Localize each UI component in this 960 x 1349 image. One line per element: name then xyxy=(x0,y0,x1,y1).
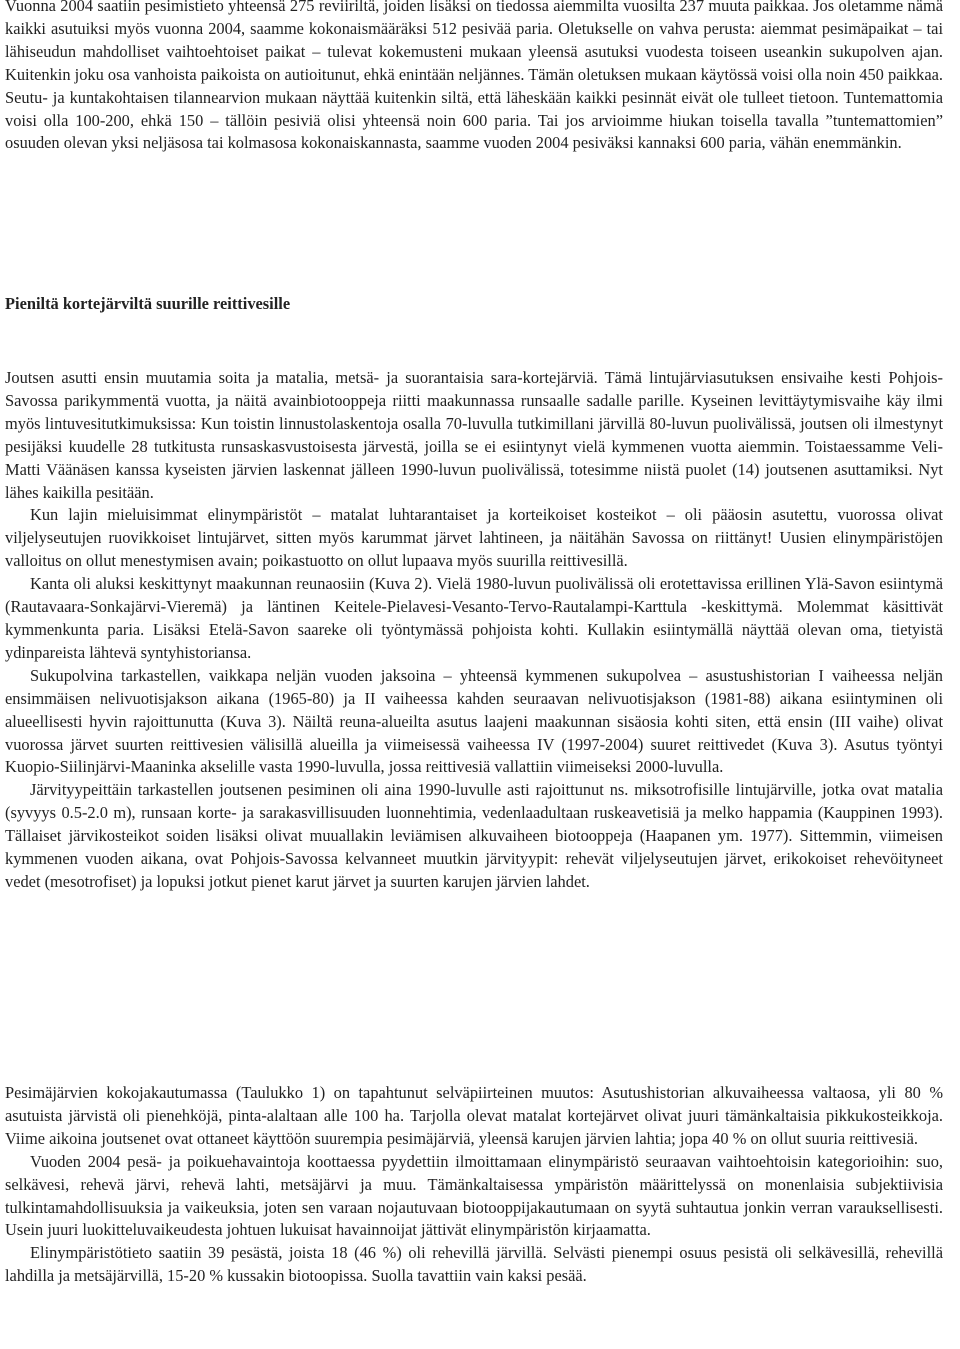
paragraph-3: Kanta oli aluksi keskittynyt maakunnan reunaosiin (Kuva 2). Vielä 1980-luvun puolivälissä oli erotettavissa erillinen Ylä-Savon esiintymä (Rautavaara-Sonkajärvi-Vieremä) ja läntinen Keitele-Pielavesi-Vesanto-Tervo-Rautalampi-Karttula -keskittymä. Molemmat käsittivät kymmenkunta paria. Lisäksi Etelä-Savon saareke oli työntymässä pohjoista kohti. Kullakin esiintymällä näyttää olevan oma, tietyistä ydinpareista lähtevä syntyhistoriansa. xyxy=(5,574,943,662)
paragraph-4: Sukupolvina tarkastellen, vaikkapa neljän vuoden jaksoina – yhteensä kymmenen sukupolvea – asustushistorian I vaiheessa neljän ensimmäisen nelivuotisjakson aikana (1965-80) ja II vaiheessa kahden seuraavan nelivuotisjakson (1981-88) aikana esiintyminen oli alueellisesti hyvin rajoittunutta (Kuva 3). Näiltä reuna-alueilta asutus laajeni maakunnan sisäosia kohti siten, että ensin (III vaihe) olivat vuorossa järvet suurten reittivesien välisillä alueilla ja viimeisessä vaiheessa IV (1997-2004) suuret reittivedet (Kuva 3). Asutus työntyi Kuopio-Siilinjärvi-Maaninka akselille vasta 1990-luvulla, jossa reittivesiä vallattiin viimeiseksi 2000-luvulla. xyxy=(5,665,943,777)
paragraph-7: Vuoden 2004 pesä- ja poikuehavaintoja koottaessa pyydettiin ilmoittamaan elinympäristö seuraavan vaihtoehtoisin kategorioihin: suo, selkävesi, rehevä järvi, rehevä lahti, metsäjärvi ja muu. Tämänkaltaisessa ympäristön määrittelyssä on monenlaisia subjektiivisia tulkintamahdollisuuksia ja vaikeuksia, joten sen varaan nojautuvaan biotooppijakautumaan on syytä suhtautua jonkin verran varauksellisesti. Usein juuri luokitteluvaikeudesta johtuen lukuisat havainnoijat jättivät elinympäristön kirjaamatta. xyxy=(5,1151,943,1240)
section-heading: Pieniltä kortejärviltä suurille reittivesille xyxy=(5,294,291,313)
section-heading-block xyxy=(5,293,943,315)
top-section xyxy=(5,0,943,155)
paragraph-5: Järvityypeittäin tarkastellen joutsenen pesiminen oli aina 1990-luvulle asti rajoittunut ns. miksotrofisille lintujärville, jotka ovat matalia (syvyys 0.5-2.0 m), runsaan korte- ja sarakasvillisuuden luonnehtimia, vedenlaadultaan ruskeavetisiä ja melko happamia (Kauppinen 1993). Tällaiset järvikosteikot soiden lisäksi olivat muuallakin leviämisen alkuvaiheen biotooppeja (Haapanen ym. 1977). Sittemmin, viimeisen kymmenen vuoden aikana, ovat Pohjois-Savossa kelvanneet muutkin järvityypit: rehevät viljelyseutujen järvet, erikokoiset rehevöityneet vedet (mesotrofiset) ja lopuksi jotkut pienet karut järvet ja suurten karujen järvien lahdet. xyxy=(5,780,943,891)
paragraph-1: Joutsen asutti ensin muutamia soita ja matalia, metsä- ja suorantaisia sara-kortejärviä. Tämä lintujärviasutuksen ensivaihe kesti Pohjois-Savossa parikymmentä vuotta, ja näitä avainbiotooppeja riitti maakunnassa runsaalle sadalle parille. Kyseinen levittäytymisvaihe käy ilmi myös lintuvesitutkimuksissa: Kun toistin linnustolaskentoja osalla 70-luvulla tutkimillani järvillä 80-luvun puolivälissä, joutsen oli ilmestynyt pesijäksi kuudelle 28 tutkitusta runsaskasvustoisesta järvestä, joilla se ei esiintynyt vielä kymmenen vuotta aiemmin. Toistaessamme Veli-Matti Väänäsen kanssa kyseisten järvien laskennat jälleen 1990-luvun puolivälissä, totesimme niistä puolet (14) joutsenen asuttamiksi. Nyt lähes kaikilla pesitään. xyxy=(5,368,943,502)
intro-paragraph: Vuonna 2004 saatiin pesimistieto yhteensä 275 reviiriltä, joiden lisäksi on tiedossa aiemmilta vuosilta 237 muuta paikkaa. Jos oletamme nämä kaikki asutuiksi myös vuonna 2004, saamme kokonaismääräksi 512 pesivää paria. Oletukselle on vahva perusta: aiemmat pesimäpaikat – tai lähiseudun mahdolliset vaihtoehtoiset paikat – tulevat kokemusteni mukaan yleensä asutuksi vuodesta toiseen useankin sukupolven ajan. Kuitenkin joku osa vanhoista paikoista on autioitunut, ehkä enintään neljännes. Tämän oletuksen mukaan käytössä voisi olla noin 450 paikkaa. Seutu- ja kuntakohtaisen tilannearvion mukaan näyttää kuitenkin siltä, että läheskään kaikki pesinnät eivät ole tulleet tietoon. Tuntemattomia voisi olla 100-200, ehkä 150 – tällöin pesiviä olisi yhteensä noin 600 paria. Tai jos arvioimme hiukan toisella tavalla ”tuntemattomien” osuuden olevan yksi neljäsosa tai kolmasosa kokonaiskannasta, saamme vuoden 2004 pesiväksi kannaksi 600 paria, vähän enemmänkin. xyxy=(5,0,943,153)
bottom-section xyxy=(5,1082,943,1288)
paragraph-8: Elinympäristötieto saatiin 39 pesästä, joista 18 (46 %) oli rehevillä järvillä. Selvästi pienempi osuus pesistä oli selkävesillä, rehevillä lahdilla ja metsäjärvillä, 15-20 % kussakin biotoopissa. Suolla tavattiin vain kaksi pesää. xyxy=(5,1243,943,1286)
paragraph-2: Kun lajin mieluisimmat elinympäristöt – matalat luhtarantaiset ja korteikoiset kosteikot – oli pääosin asutettu, vuorossa olivat viljelyseutujen ruovikkoiset lintujärvet, sitten myös karummat järvet lahtineen, ja näitähän Savossa on riittänyt! Uusien elinympäristöjen valloitus on ollut menestymisen avain; poikastuotto on ollut lupaava myös suurilla reittivesillä. xyxy=(5,505,943,571)
paragraph-6: Pesimäjärvien kokojakautumassa (Taulukko 1) on tapahtunut selväpiirteinen muutos: Asutushistorian alkuvaiheessa valtaosa, yli 80 % asutuista järvistä oli pienehköjä, pinta-alaltaan alle 100 ha. Tarjolla olevat matalat kortejärvet olivat juuri tämänkaltaisia pikkukosteikkoja. Viime aikoina joutsenet ovat ottaneet käyttöön suurempia pesimäjärviä, yleensä karujen järvien lahtia; jopa 40 % on ollut suuria reittivesiä. xyxy=(5,1083,943,1148)
main-section xyxy=(5,367,943,894)
